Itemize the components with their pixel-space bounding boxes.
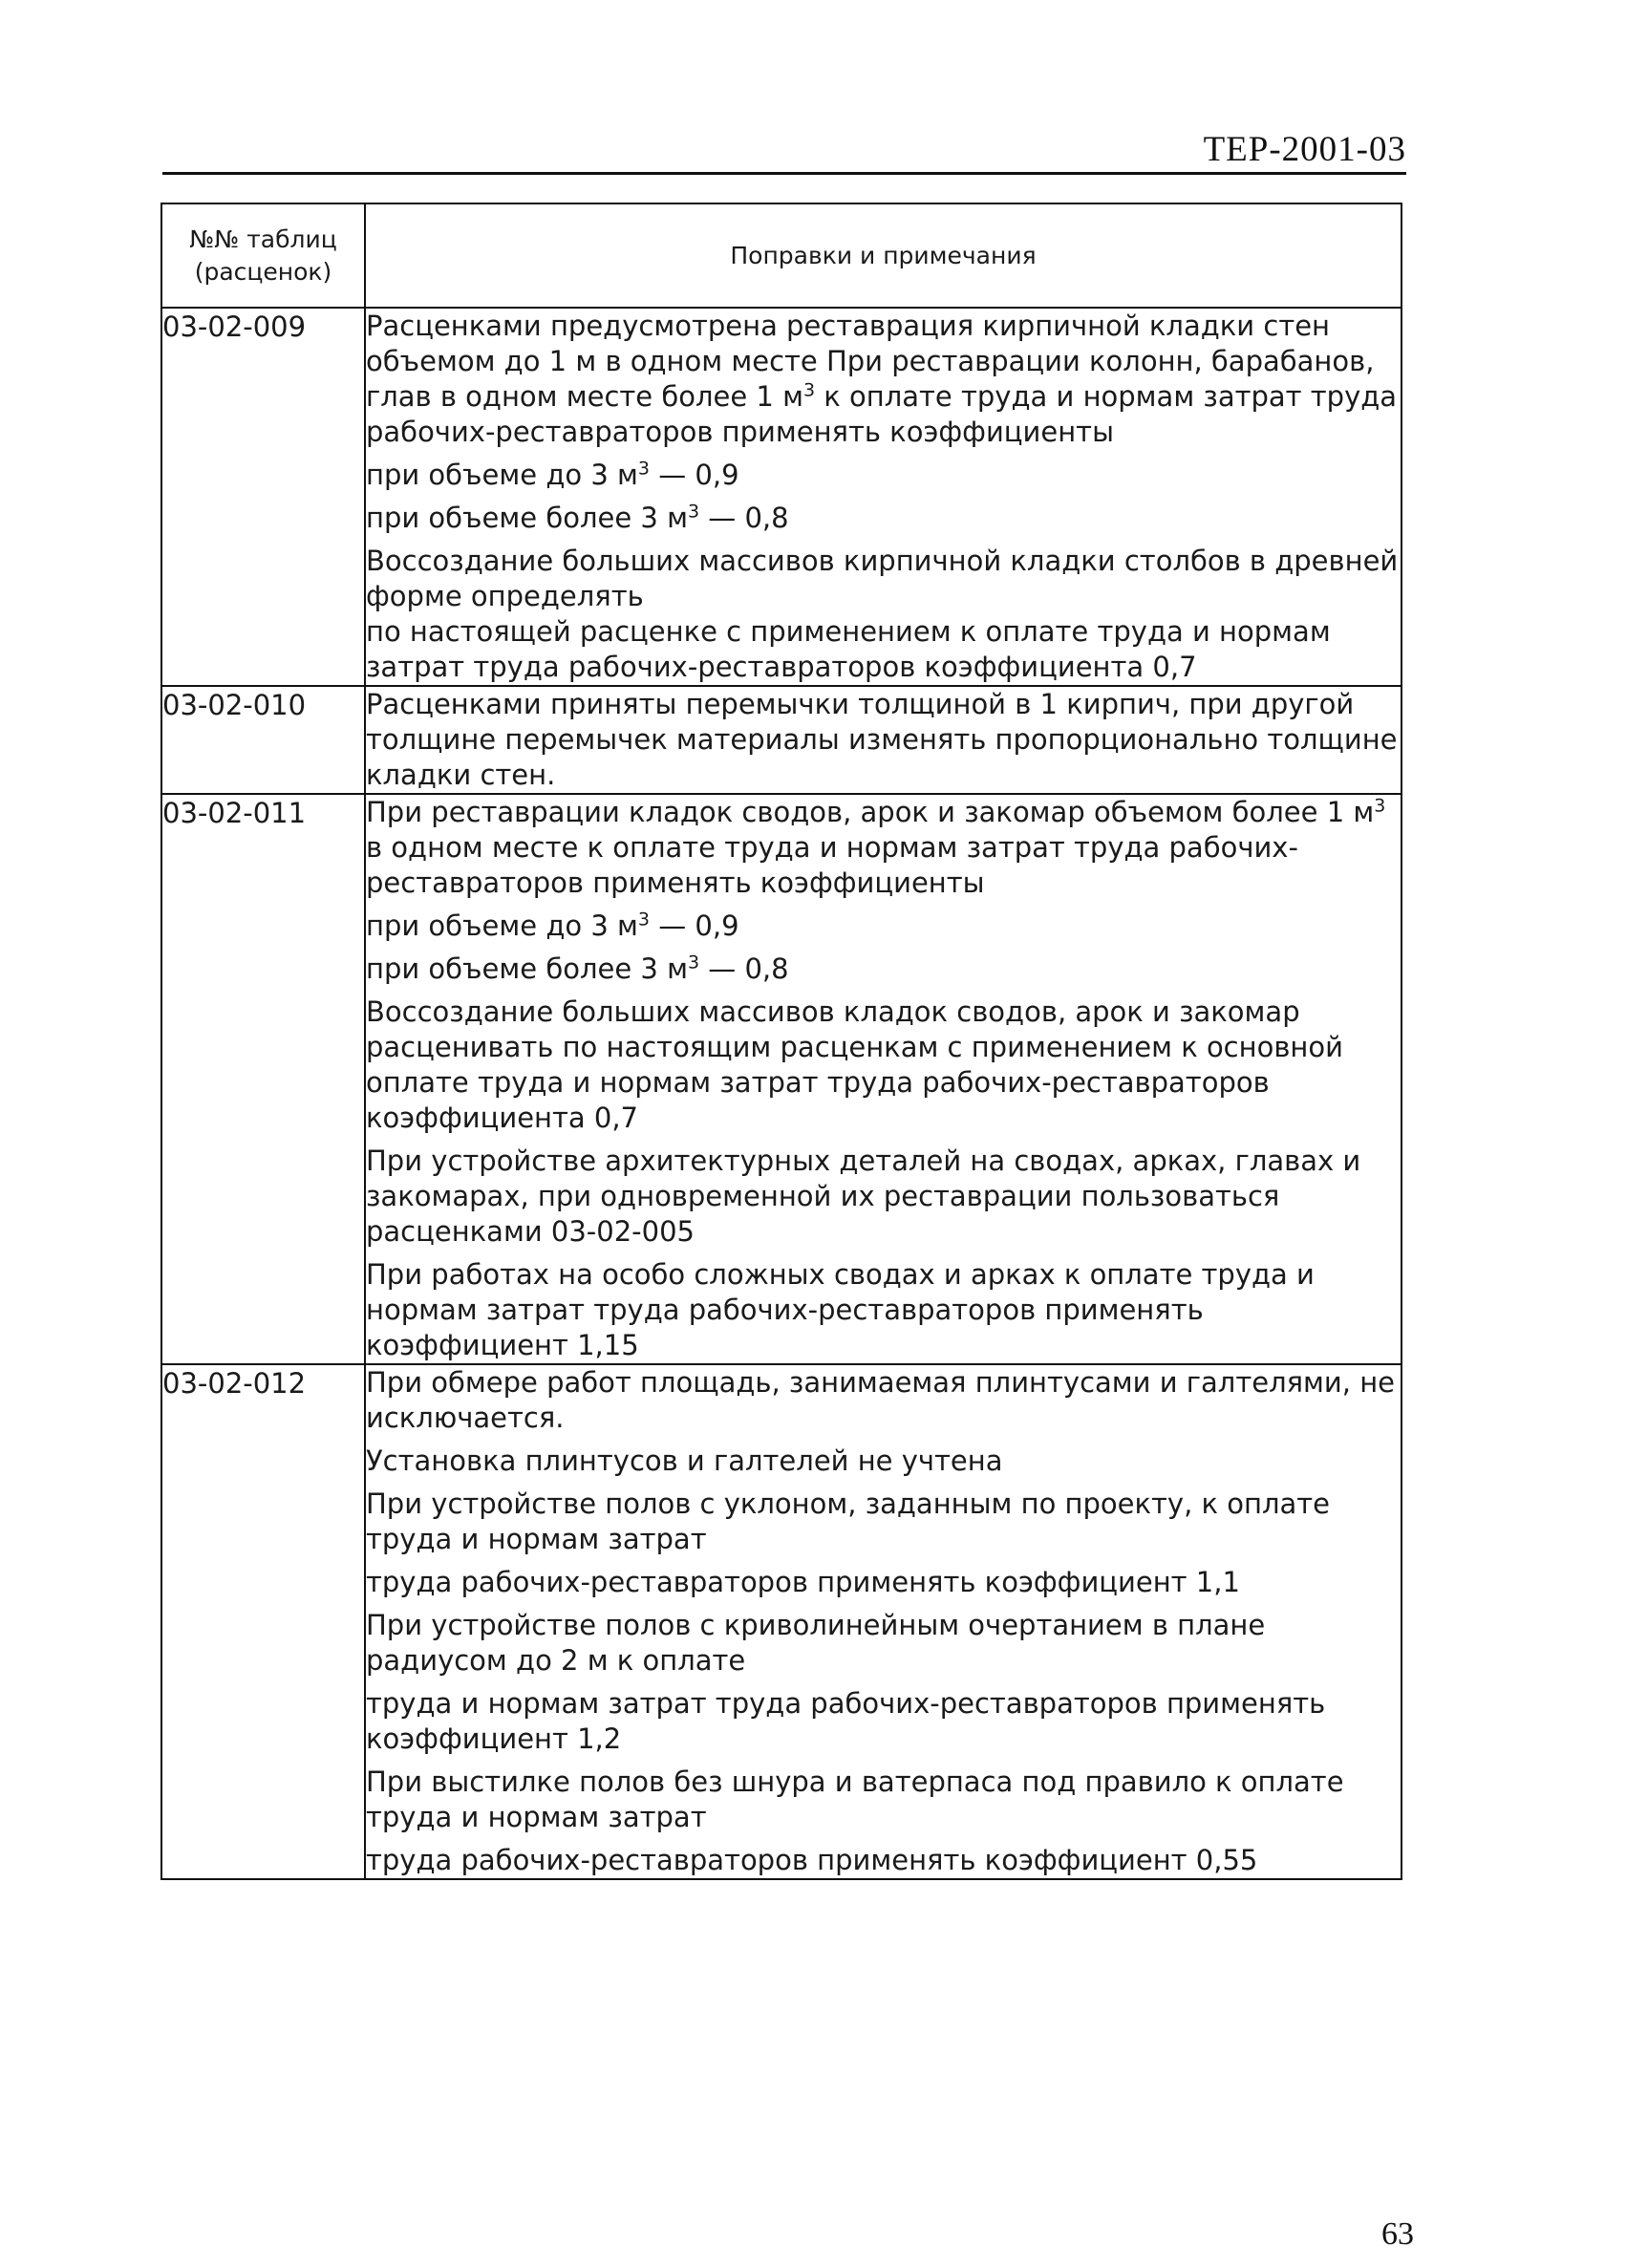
note-paragraph: при объеме более 3 $м^3$ — 0,8	[366, 952, 789, 985]
rate-code: 03-02-009	[161, 308, 365, 686]
header-notes-column: Поправки и примечания	[365, 203, 1401, 308]
table-row	[161, 686, 1401, 794]
table-body	[161, 308, 1401, 1879]
notes-cell	[365, 686, 1401, 794]
notes-cell	[365, 794, 1401, 1364]
note-paragraph: труда и нормам затрат труда рабочих-реставраторов применять коэффициент 1,2	[366, 1687, 1326, 1755]
note-paragraph: при объеме до 3 $м^3$ — 0,9	[366, 458, 739, 491]
note-paragraph: При устройстве архитектурных деталей на сводах, арках, главах и закомарах, при одновременной их реставрации пользоваться расценками 03-02-005	[366, 1145, 1361, 1248]
rate-code: 03-02-011	[161, 794, 365, 1364]
note-paragraph: При реставрации кладок сводов, арок и закомар объемом более 1 $м^3$ в одном месте к оплате труда и нормам затрат труда рабочих-реставраторов применять коэффициенты	[366, 795, 1386, 899]
header-code-line1: №№ таблиц	[189, 225, 337, 253]
notes-cell	[365, 308, 1401, 686]
note-paragraph: труда рабочих-реставраторов применять коэффициент 1,1	[366, 1566, 1240, 1598]
note-paragraph: Расценками приняты перемычки толщиной в 1 кирпич, при другой толщине перемычек материалы изменять пропорционально толщине кладки стен.	[366, 688, 1398, 791]
note-paragraph: При устройстве полов с уклоном, заданным по проекту, к оплате труда и нормам затрат	[366, 1487, 1330, 1555]
note-paragraph: При работах на особо сложных сводах и арках к оплате труда и нормам затрат труда рабочих-реставраторов применять коэффициент 1,15	[366, 1258, 1315, 1361]
rate-code: 03-02-010	[161, 686, 365, 794]
table-row	[161, 794, 1401, 1364]
table-row	[161, 1364, 1401, 1879]
header-rule	[162, 172, 1406, 175]
note-paragraph: При выстилке полов без шнура и ватерпаса под правило к оплате труда и нормам затрат	[366, 1765, 1344, 1833]
norms-table	[160, 203, 1402, 1880]
rate-code: 03-02-012	[161, 1364, 365, 1879]
note-paragraph: При обмере работ площадь, занимаемая плинтусами и галтелями, не исключается.	[366, 1366, 1396, 1434]
document-code: ТЕР-2001-03	[1203, 130, 1406, 169]
note-paragraph: Воссоздание больших массивов кладок сводов, арок и закомар расценивать по настоящим расценкам с применением к основной оплате труда и нормам затрат труда рабочих-реставраторов коэффициента 0,7	[366, 995, 1343, 1134]
note-paragraph: при объеме до 3 $м^3$ — 0,9	[366, 909, 739, 942]
note-paragraph: Воссоздание больших массивов кирпичной кладки столбов в древней форме определять по настоящей расценке с применением к оплате труда и нормам затрат труда рабочих-реставраторов коэффициента 0,7	[366, 545, 1399, 683]
note-paragraph: Расценками предусмотрена реставрация кирпичной кладки стен объемом до 1 м в одном месте При реставрации колонн, барабанов, глав в одном месте более 1 $м^3$ к оплате труда и нормам затрат труда рабочих-реставраторов применять коэффициенты	[366, 310, 1398, 448]
table-header-row	[161, 203, 1401, 308]
note-paragraph: при объеме более 3 $м^3$ — 0,8	[366, 501, 789, 534]
notes-cell	[365, 1364, 1401, 1879]
table-row	[161, 308, 1401, 686]
header-code-column	[161, 203, 365, 308]
header-code-line2: (расценок)	[194, 257, 332, 286]
note-paragraph: При устройстве полов с криволинейным очертанием в плане радиусом до 2 м к оплате	[366, 1609, 1266, 1677]
page-number: 63	[1381, 2216, 1414, 2252]
note-paragraph: труда рабочих-реставраторов применять коэффициент 0,55	[366, 1844, 1258, 1876]
note-paragraph: Установка плинтусов и галтелей не учтена	[366, 1444, 1003, 1477]
